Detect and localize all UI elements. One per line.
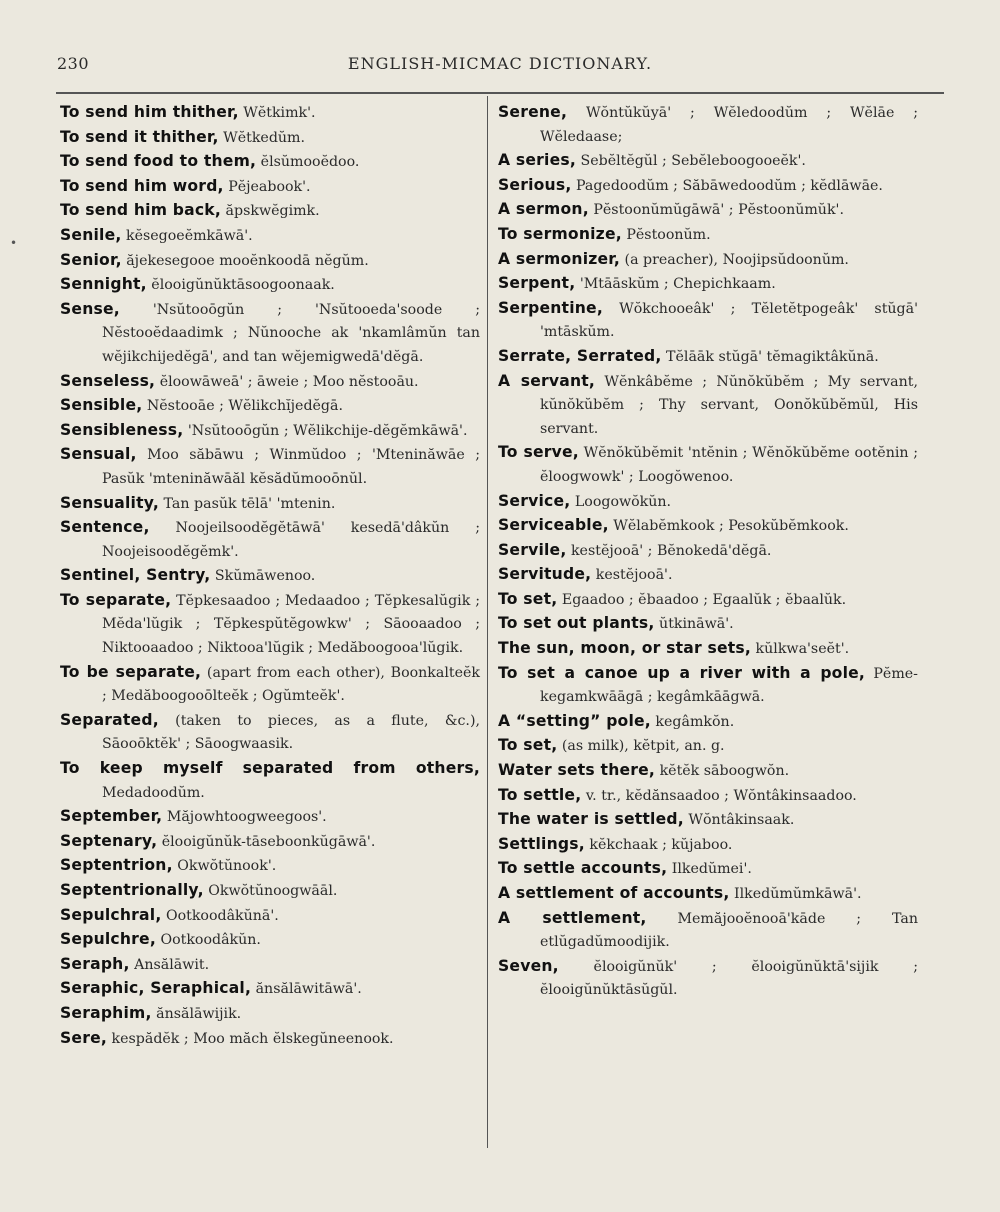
dictionary-entry (60, 224, 480, 249)
entry-headword: To sermonize, (498, 224, 622, 243)
entry-definition: Wĕtkimk'. (238, 105, 316, 121)
stray-mark: • (10, 236, 18, 250)
entry-definition: Măjowhtoogweegoos'. (162, 809, 327, 826)
entry-headword: To set, (498, 589, 558, 608)
entry-headword: Sense, (60, 299, 120, 318)
entry-headword: To settle, (498, 785, 582, 804)
entry-definition: Wĕnkâbĕme ; Nŭnŏkŭbĕm ; My servant, kŭnŏkŭbĕm ; Thy servant, Oonŏkŭbĕmŭl, His servant. (540, 373, 918, 437)
entry-headword: To keep myself separated from others, (60, 759, 480, 778)
page-number: 230 (57, 54, 90, 73)
entry-headword: A series, (498, 151, 576, 170)
entry-definition: (as milk), kĕtpit, an. g. (557, 738, 725, 755)
dictionary-entry (498, 563, 918, 588)
entry-headword: To set out plants, (498, 614, 655, 633)
entry-headword: Serpent, (498, 274, 576, 293)
entry-definition: Wŏntŭkŭyā' ; Wĕledoodŭm ; Wĕlāe ; Wĕledaase; (540, 105, 918, 145)
dictionary-entry (60, 854, 480, 879)
entry-headword: To separate, (60, 590, 172, 609)
entry-definition: Pĕstoonŭm. (621, 226, 711, 243)
entry-definition: ĕloowāweā' ; āweie ; Moo nĕstooāu. (155, 373, 419, 390)
entry-headword: To send him word, (60, 176, 224, 195)
running-head: ENGLISH-MICMAC DICTIONARY. (347, 54, 653, 73)
dictionary-entry (498, 514, 918, 539)
dictionary-entry (60, 298, 480, 370)
dictionary-entry (60, 175, 480, 200)
entry-headword: Senior, (60, 250, 122, 269)
dictionary-entry (498, 370, 918, 442)
entry-definition: Tan pasŭk tēlā' 'mtenin. (159, 495, 336, 512)
entry-headword: Sensible, (60, 396, 143, 415)
entry-definition: kŭlkwa'seĕt'. (751, 641, 850, 658)
column-divider (487, 96, 488, 1148)
dictionary-entry (60, 516, 480, 564)
dictionary-entry (498, 297, 918, 345)
entry-definition: Ootkoodâkŭn. (155, 932, 261, 949)
dictionary-entry (60, 830, 480, 855)
entry-headword: Septentrionally, (60, 881, 204, 899)
dictionary-entry (498, 857, 918, 882)
dictionary-entry (60, 661, 480, 709)
dictionary-entry (498, 441, 918, 489)
dictionary-entry (498, 345, 918, 370)
entry-headword: To set a canoe up a river with a pole, (498, 663, 866, 682)
entry-headword: Sensuality, (60, 493, 160, 512)
entry-definition: Medadoodŭm. (102, 784, 205, 801)
entry-definition: v. tr., kĕdănsaadoo ; Wŏntâkinsaadoo. (581, 787, 857, 804)
header-rule (56, 92, 944, 94)
entry-definition: kestĕjooā'. (591, 567, 673, 584)
entry-definition: Wĕtkedŭm. (218, 129, 306, 146)
entry-headword: To settle accounts, (498, 859, 668, 878)
entry-definition: 'Nsŭtooōgŭn ; 'Nsŭtooeda'soode ; Nĕstooĕdaadimk ; Nŭnooche ak 'nkamlâmŭn tan wĕjikchijedĕgā', and tan wĕjemigwedā'dĕgā. (102, 301, 480, 365)
entry-definition: Wĕnŏkŭbĕmit 'ntĕnin ; Wĕnŏkŭbĕme ootĕnin ; ĕloogwowk' ; Loogŏwenoo. (540, 445, 918, 485)
dictionary-entry (498, 149, 918, 174)
entry-definition: Pĕjeabook'. (223, 178, 311, 195)
entry-definition: kestĕjooā' ; Bĕnokedā'dĕgā. (566, 542, 772, 559)
entry-headword: Water sets there, (498, 761, 656, 780)
entry-definition: ŭtkināwā'. (654, 616, 734, 633)
dictionary-entry (498, 612, 918, 637)
entry-definition: Noojeilsoodĕgĕtāwā' kesedā'dâkŭn ; Noojeisoodĕgĕmk'. (102, 520, 480, 560)
entry-definition: Wŏkchooeâk' ; Tĕletĕtpogeâk' stŭgā' 'mtāskŭm. (540, 300, 918, 341)
entry-definition: kĕsegoeĕmkāwā'. (121, 227, 253, 244)
entry-definition: Ilkedŭmei'. (667, 861, 752, 878)
dictionary-entry (498, 882, 918, 907)
entry-headword: Sentence, (60, 518, 150, 537)
dictionary-entry (498, 833, 918, 858)
entry-definition: Pagedoodŭm ; Săbāwedoodŭm ; kĕdlāwāe. (571, 177, 883, 194)
entry-headword: Serene, (498, 103, 568, 121)
entry-headword: Serviceable, (498, 516, 609, 535)
entry-definition: Ansălāwit. (129, 956, 210, 973)
dictionary-entry (498, 662, 918, 710)
dictionary-entry (498, 174, 918, 199)
entry-headword: To be separate, (60, 662, 202, 681)
entry-headword: The sun, moon, or star sets, (498, 639, 752, 658)
dictionary-entry (498, 759, 918, 784)
dictionary-entry (60, 419, 480, 444)
entry-definition: kegâmkŏn. (650, 713, 735, 730)
dictionary-entry (60, 126, 480, 151)
dictionary-entry (60, 709, 480, 757)
entry-definition: kĕtĕk sāboogwŏn. (655, 763, 790, 780)
dictionary-entry (498, 539, 918, 564)
dictionary-entry (60, 199, 480, 224)
entry-headword: Serrate, Serrated, (498, 346, 662, 365)
dictionary-entry (498, 101, 918, 149)
entry-headword: The water is settled, (498, 810, 684, 829)
dictionary-entry (498, 248, 918, 273)
dictionary-entry (60, 273, 480, 298)
entry-headword: Service, (498, 491, 571, 510)
entry-definition: (taken to pieces, as a flute, &c.), Sāooōktĕk' ; Sāoogwaasik. (102, 712, 480, 753)
entry-headword: Sepulchral, (60, 905, 162, 924)
dictionary-entry (498, 223, 918, 248)
entry-definition: Ilkedŭmŭmkāwā'. (729, 886, 862, 902)
entry-headword: September, (60, 807, 163, 826)
entry-headword: Serpentine, (498, 298, 603, 317)
entry-headword: Septenary, (60, 831, 158, 850)
entry-headword: Serious, (498, 175, 572, 194)
entry-definition: Tĕlāāk stŭgā' tĕmagiktâkŭnā. (661, 348, 879, 365)
left-column (60, 101, 480, 1051)
entry-definition: Wŏntâkinsaak. (683, 812, 795, 829)
entry-headword: A settlement, (498, 908, 647, 927)
entry-headword: Sere, (60, 1028, 107, 1047)
entry-headword: A “setting” pole, (498, 711, 651, 730)
dictionary-entry (60, 805, 480, 830)
entry-headword: Sensibleness, (60, 420, 184, 439)
dictionary-entry (60, 589, 480, 661)
entry-definition: Skŭmāwenoo. (210, 568, 316, 585)
dictionary-entry (60, 977, 480, 1002)
dictionary-entry (498, 734, 918, 759)
entry-headword: Septentrion, (60, 856, 173, 875)
entry-headword: To set, (498, 736, 558, 755)
entry-headword: To send it thither, (60, 127, 219, 146)
entry-definition: Wĕlabĕmkook ; Pesokŭbĕmkook. (608, 518, 849, 535)
entry-headword: A servant, (498, 371, 596, 390)
entry-headword: Seraphim, (60, 1003, 152, 1022)
entry-definition: ăpskwĕgimk. (221, 203, 320, 220)
entry-definition: Nĕstooāe ; Wĕlikchĭjedĕgā. (142, 398, 343, 415)
entry-definition: ănsălāwitāwā'. (251, 981, 362, 998)
entry-definition: Pĕme-kegamkwāāgā ; kegâmkāāgwā. (540, 665, 918, 706)
dictionary-entry (60, 564, 480, 589)
dictionary-entry (498, 710, 918, 735)
dictionary-entry (498, 588, 918, 613)
entry-headword: To serve, (498, 443, 579, 462)
entry-headword: A settlement of accounts, (498, 884, 730, 902)
right-column (498, 101, 918, 1003)
dictionary-entry (60, 249, 480, 274)
entry-headword: To send him back, (60, 201, 222, 220)
dictionary-entry (498, 907, 918, 955)
entry-definition: kespădĕk ; Moo măch ĕlskegŭneenook. (107, 1030, 394, 1047)
dictionary-entry (60, 394, 480, 419)
dictionary-entry (60, 1027, 480, 1052)
dictionary-entry (498, 955, 918, 1003)
dictionary-entry (60, 1002, 480, 1027)
entry-definition: ĕlooigŭnŭktāsoogoonaak. (146, 277, 335, 294)
dictionary-entry (498, 808, 918, 833)
dictionary-entry (60, 757, 480, 805)
entry-headword: To send him thither, (60, 103, 239, 121)
entry-definition: ĕlooigŭnŭk-tāseboonkŭgāwā'. (157, 833, 376, 850)
dictionary-entry (60, 953, 480, 978)
entry-headword: A sermonizer, (498, 249, 621, 268)
dictionary-entry (498, 490, 918, 515)
dictionary-entry (498, 272, 918, 297)
entry-definition: 'Mtāāskŭm ; Chepichkaam. (575, 276, 776, 293)
dictionary-entry (60, 150, 480, 175)
entry-definition: Sebĕltĕgŭl ; Sebĕleboogooeĕk'. (575, 153, 806, 170)
entry-definition: ăjekesegooe mooĕnkoodā nĕgŭm. (121, 252, 369, 269)
entry-headword: Senseless, (60, 371, 156, 390)
entry-headword: Separated, (60, 710, 159, 729)
entry-definition: 'Nsŭtooōgŭn ; Wĕlikchije-dĕgĕmkāwā'. (183, 422, 468, 439)
entry-headword: Seven, (498, 956, 559, 975)
entry-headword: A sermon, (498, 200, 589, 219)
entry-definition: Tĕpkesaadoo ; Medaadoo ; Tĕpkesalŭgik ; Mĕda'lŭgik ; Tĕpkespŭtĕgowkw' ; Sāooaadoo ; Niktooaadoo ; Niktooa'lŭgik ; Medăboogooa'lŭgik. (102, 592, 480, 657)
entry-definition: Okwŏtŭnoogwāāl. (203, 883, 338, 899)
entry-definition: (a preacher), Noojipsŭdoonŭm. (620, 251, 849, 268)
dictionary-entry (60, 928, 480, 953)
entry-definition: Okwŏtŭnook'. (172, 858, 277, 875)
dictionary-entry (498, 198, 918, 223)
dictionary-entry (498, 637, 918, 662)
entry-definition: Pĕstoonŭmŭgāwā' ; Pĕstoonŭmŭk'. (588, 202, 844, 219)
entry-headword: Settlings, (498, 834, 585, 853)
entry-definition: Memăjooĕnooā'kāde ; Tan etlŭgadŭmoodijik. (540, 910, 918, 951)
entry-definition: Loogowŏkŭn. (570, 493, 672, 510)
entry-definition: ănsălāwijik. (151, 1005, 242, 1022)
entry-definition: Ootkoodâkŭnā'. (161, 907, 279, 924)
entry-headword: Sensual, (60, 445, 137, 464)
entry-headword: Sentinel, Sentry, (60, 566, 211, 585)
entry-definition: ĕlooigŭnŭk' ; ĕlooigŭnŭktā'sijik ; ĕlooigŭnŭktāsŭgŭl. (540, 958, 918, 999)
entry-definition: (apart from each other), Boonkalteĕk ; Medăboogooōlteĕk ; Ogŭmteĕk'. (102, 664, 480, 705)
dictionary-entry (60, 492, 480, 517)
dictionary-entry (60, 879, 480, 904)
entry-headword: Seraph, (60, 954, 130, 973)
entry-headword: Senile, (60, 225, 122, 244)
entry-definition: Moo săbāwu ; Winmŭdoo ; 'Mteninăwāe ; Pasŭk 'mteninăwāăl kĕsădŭmooōnŭl. (102, 447, 480, 487)
entry-definition: ĕlsŭmooĕdoo. (256, 154, 360, 171)
entry-headword: Seraphic, Seraphical, (60, 979, 252, 998)
dictionary-entry (60, 370, 480, 395)
dictionary-entry (60, 101, 480, 126)
entry-headword: To send food to them, (60, 152, 257, 171)
entry-definition: kĕkchaak ; kŭjaboo. (584, 836, 733, 853)
entry-headword: Servitude, (498, 565, 592, 584)
entry-definition: Egaadoo ; ĕbaadoo ; Egaalŭk ; ĕbaalŭk. (557, 591, 847, 608)
dictionary-entry (60, 904, 480, 929)
dictionary-entry (498, 784, 918, 809)
dictionary-entry (60, 443, 480, 491)
entry-headword: Sepulchre, (60, 930, 156, 949)
entry-headword: Sennight, (60, 275, 147, 294)
entry-headword: Servile, (498, 540, 567, 559)
